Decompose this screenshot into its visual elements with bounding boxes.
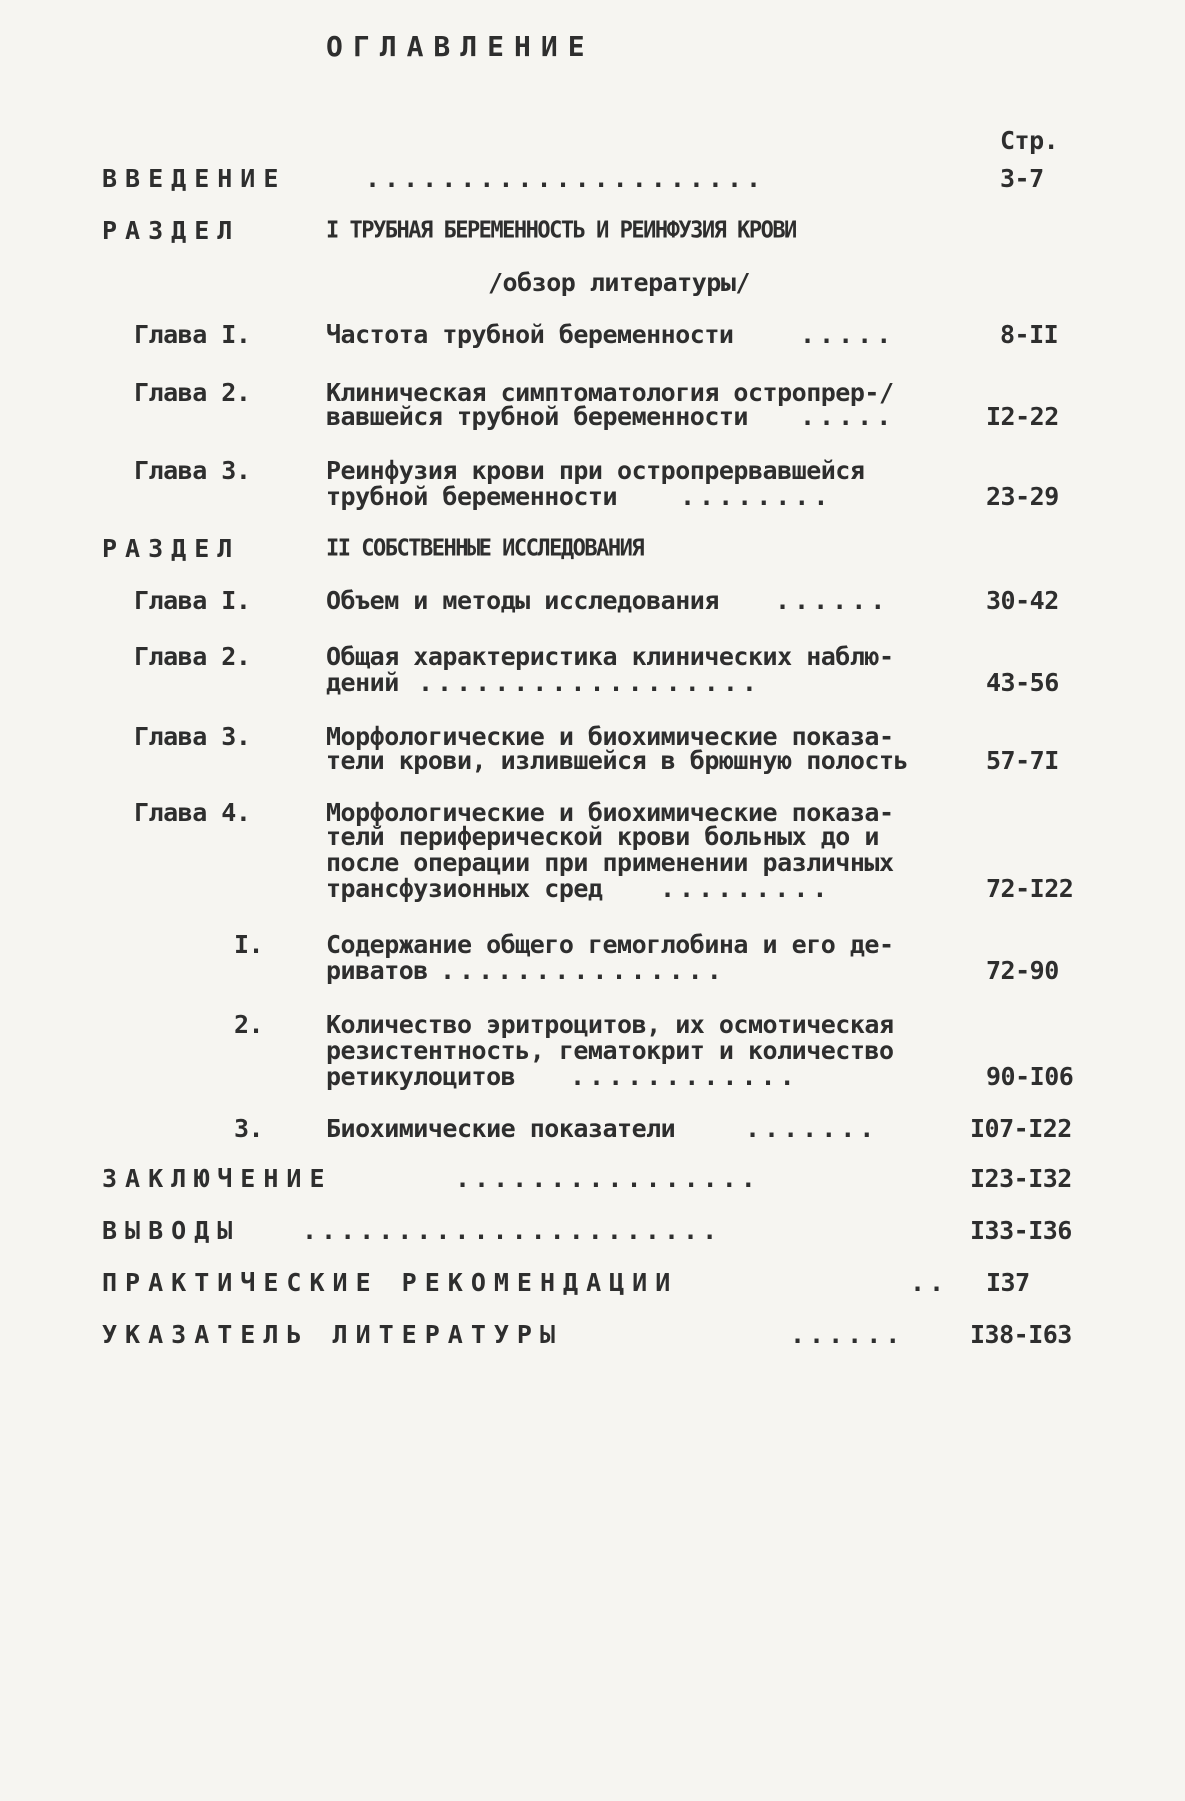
subsection-number: I. xyxy=(234,930,264,959)
dot-leader: .. xyxy=(910,1268,949,1297)
page-range: 72-I22 xyxy=(986,874,1074,903)
entry-label: ВВЕДЕНИЕ xyxy=(102,164,287,193)
dot-leader: ..... xyxy=(800,320,896,349)
dot-leader: ................ xyxy=(455,1164,760,1193)
section-title: II СОБСТВЕННЫЕ ИССЛЕДОВАНИЯ xyxy=(326,535,644,562)
page-range: 72-90 xyxy=(986,956,1059,985)
section-label: РАЗДЕЛ xyxy=(102,216,241,245)
page-range: I37 xyxy=(986,1268,1030,1297)
chapter-title-line: Общая характеристика клинических наблю- xyxy=(326,642,894,671)
chapter-number: Глава I. xyxy=(134,320,251,349)
subsection-title-line: ретикулоцитов xyxy=(326,1062,516,1091)
subsection-number: 3. xyxy=(234,1114,264,1143)
page-range: I38-I63 xyxy=(970,1320,1072,1349)
chapter-title-line: трубной беременности xyxy=(326,482,618,511)
chapter-number: Глава 2. xyxy=(134,378,251,407)
page-range: 43-56 xyxy=(986,668,1059,697)
chapter-title-line: Клиническая симптоматология остропрер-/ xyxy=(326,378,894,407)
subsection-title-line: резистентность, гематокрит и количество xyxy=(326,1036,894,1065)
dot-leader: ...... xyxy=(790,1320,905,1349)
chapter-title: Частота трубной беременности xyxy=(326,320,734,349)
chapter-title-line: телй периферической крови больных до и xyxy=(326,822,879,851)
page-range: 3-7 xyxy=(1000,164,1044,193)
chapter-number: Глава 3. xyxy=(134,722,251,751)
subsection-number: 2. xyxy=(234,1010,264,1039)
page-range: I2-22 xyxy=(986,402,1059,431)
entry-label: ПРАКТИЧЕСКИЕ РЕКОМЕНДАЦИИ xyxy=(102,1268,679,1297)
section-subtitle: /обзор литературы/ xyxy=(488,268,750,297)
chapter-title-line: тели крови, излившейся в брюшную полость xyxy=(326,746,909,775)
entry-label: ЗАКЛЮЧЕНИЕ xyxy=(102,1164,333,1193)
dot-leader: ..................... xyxy=(365,164,766,193)
dot-leader: ....... xyxy=(745,1114,879,1143)
page-column-header: Стр. xyxy=(1000,126,1059,155)
section-label: РАЗДЕЛ xyxy=(102,534,241,563)
dot-leader: .................. xyxy=(418,668,761,697)
dot-leader: ......... xyxy=(660,874,832,903)
chapter-title-line: трансфузионных сред xyxy=(326,874,603,903)
chapter-title-line: после операции при применении различных xyxy=(326,848,894,877)
dot-leader: ..... xyxy=(800,402,896,431)
page-range: 57-7I xyxy=(986,746,1059,775)
chapter-title-line: Морфологические и биохимические показа- xyxy=(326,722,894,751)
page-title: ОГЛАВЛЕНИЕ xyxy=(326,30,595,63)
subsection-title-line: Содержание общего гемоглобина и его де- xyxy=(326,930,894,959)
chapter-number: Глава 2. xyxy=(134,642,251,671)
page-range: 23-29 xyxy=(986,482,1059,511)
chapter-title-line: дений xyxy=(326,668,399,697)
chapter-title-line: вавшейся трубной беременности xyxy=(326,402,748,431)
dot-leader: ...................... xyxy=(302,1216,722,1245)
dot-leader: ............... xyxy=(440,956,726,985)
chapter-number: Глава 4. xyxy=(134,798,251,827)
section-title: I ТРУБНАЯ БЕРЕМЕННОСТЬ И РЕИНФУЗИЯ КРОВИ xyxy=(326,217,796,244)
page-range: I07-I22 xyxy=(970,1114,1072,1143)
dot-leader: ........ xyxy=(680,482,833,511)
subsection-title-line: Количество эритроцитов, их осмотическая xyxy=(326,1010,894,1039)
subsection-title: Биохимические показатели xyxy=(326,1114,676,1143)
page-range: 30-42 xyxy=(986,586,1059,615)
subsection-title-line: риватов xyxy=(326,956,428,985)
chapter-title-line: Морфологические и биохимические показа- xyxy=(326,798,894,827)
page-range: I23-I32 xyxy=(970,1164,1072,1193)
dot-leader: ...... xyxy=(775,586,890,615)
chapter-number: Глава 3. xyxy=(134,456,251,485)
page-range: 8-II xyxy=(1000,320,1059,349)
chapter-title-line: Реинфузия крови при остропрервавшейся xyxy=(326,456,865,485)
entry-label: ВЫВОДЫ xyxy=(102,1216,241,1245)
dot-leader: ............ xyxy=(570,1062,799,1091)
entry-label: УКАЗАТЕЛЬ ЛИТЕРАТУРЫ xyxy=(102,1320,564,1349)
chapter-number: Глава I. xyxy=(134,586,251,615)
page-range: 90-I06 xyxy=(986,1062,1074,1091)
chapter-title: Объем и методы исследования xyxy=(326,586,719,615)
page-range: I33-I36 xyxy=(970,1216,1072,1245)
